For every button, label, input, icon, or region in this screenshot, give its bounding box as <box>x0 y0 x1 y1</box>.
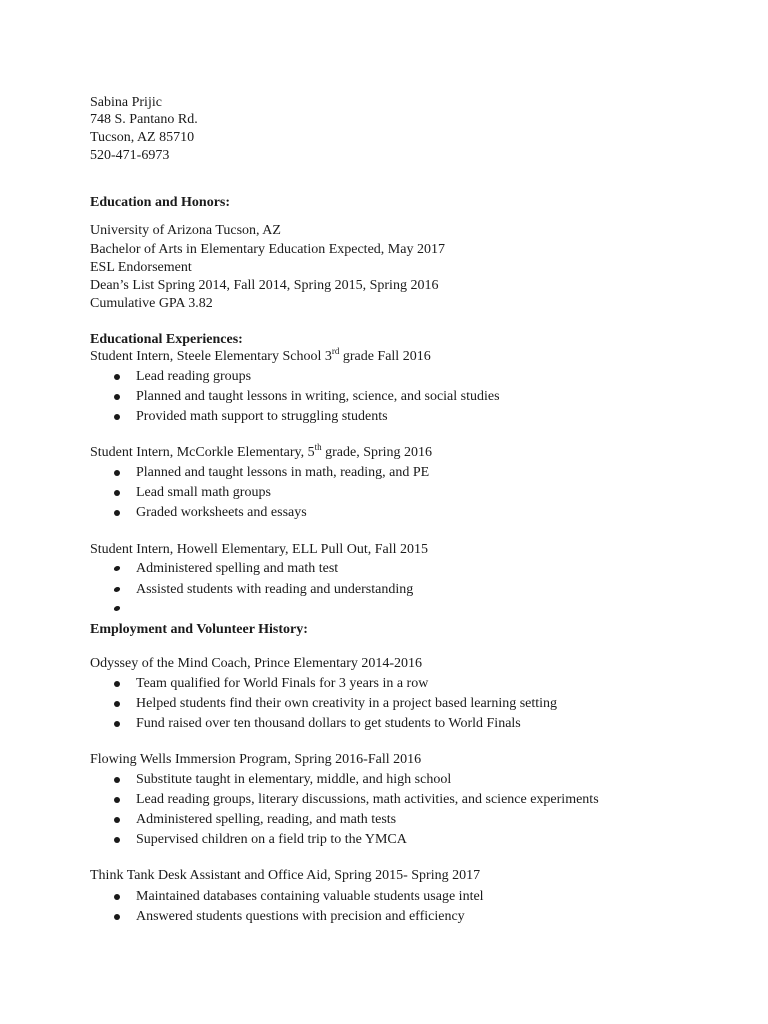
experience-title <box>90 348 431 366</box>
contact-phone: 520-471-6973 <box>90 148 170 163</box>
education-degree: Bachelor of Arts in Elementary Education Expected, May 2017 <box>90 242 445 257</box>
experience-title <box>90 444 432 462</box>
bullet-icon <box>113 606 120 611</box>
list-item: Helped students find their own creativity in a project based learning setting <box>136 696 558 711</box>
ordinal-suffix: th <box>314 442 322 452</box>
ordinal-suffix: rd <box>331 346 340 356</box>
experience-title-text: Student Intern, McCorkle Elementary, 5 <box>90 445 315 460</box>
employment-title: Flowing Wells Immersion Program, Spring 2016-Fall 2016 <box>90 752 422 767</box>
list-item: Substitute taught in elementary, middle, and high school <box>136 772 452 787</box>
experience-title: Student Intern, Howell Elementary, ELL Pull Out, Fall 2015 <box>90 542 429 557</box>
list-item: Provided math support to struggling students <box>136 409 388 424</box>
bullet-icon <box>114 374 120 380</box>
list-item: Answered students questions with precision and efficiency <box>136 909 465 924</box>
list-item: Lead reading groups, literary discussions, math activities, and science experiments <box>136 792 599 807</box>
bullet-icon <box>114 490 120 496</box>
bullet-icon <box>114 837 120 843</box>
bullet-icon <box>114 797 120 803</box>
bullet-icon <box>114 701 120 707</box>
education-gpa: Cumulative GPA 3.82 <box>90 296 213 311</box>
list-item: Graded worksheets and essays <box>136 505 307 520</box>
list-item: Planned and taught lessons in writing, science, and social studies <box>136 389 500 404</box>
list-item: Supervised children on a field trip to the YMCA <box>136 832 407 847</box>
education-university: University of Arizona Tucson, AZ <box>90 223 281 238</box>
employment-title: Odyssey of the Mind Coach, Prince Elementary 2014-2016 <box>90 656 423 671</box>
bullet-icon <box>114 470 120 476</box>
education-endorsement: ESL Endorsement <box>90 260 192 275</box>
experiences-heading: Educational Experiences: <box>90 332 243 347</box>
bullet-icon <box>114 777 120 783</box>
education-deans-list: Dean’s List Spring 2014, Fall 2014, Spring 2015, Spring 2016 <box>90 278 439 293</box>
bullet-icon <box>113 566 120 571</box>
list-item: Lead small math groups <box>136 485 271 500</box>
list-item: Team qualified for World Finals for 3 years in a row <box>136 676 429 691</box>
bullet-icon <box>114 510 120 516</box>
list-item: Fund raised over ten thousand dollars to get students to World Finals <box>136 716 521 731</box>
bullet-icon <box>114 681 120 687</box>
contact-street: 748 S. Pantano Rd. <box>90 112 198 127</box>
bullet-icon <box>114 817 120 823</box>
list-item: Lead reading groups <box>136 369 252 384</box>
bullet-icon <box>114 894 120 900</box>
experience-title-text: grade Fall 2016 <box>339 349 431 364</box>
employment-title: Think Tank Desk Assistant and Office Aid, Spring 2015- Spring 2017 <box>90 868 481 883</box>
experience-title-text: grade, Spring 2016 <box>321 445 433 460</box>
education-heading: Education and Honors: <box>90 195 231 210</box>
bullet-icon <box>114 721 120 727</box>
bullet-icon <box>113 587 120 592</box>
bullet-icon <box>114 914 120 920</box>
bullet-icon <box>114 414 120 420</box>
list-item: Administered spelling and math test <box>136 561 339 576</box>
bullet-icon <box>114 394 120 400</box>
contact-city: Tucson, AZ 85710 <box>90 130 195 145</box>
list-item: Assisted students with reading and understanding <box>136 582 414 597</box>
experience-title-text: Student Intern, Steele Elementary School 3 <box>90 349 332 364</box>
list-item: Planned and taught lessons in math, reading, and PE <box>136 465 430 480</box>
list-item: Administered spelling, reading, and math tests <box>136 812 397 827</box>
employment-heading: Employment and Volunteer History: <box>90 622 308 637</box>
contact-name: Sabina Prijic <box>90 95 162 110</box>
list-item: Maintained databases containing valuable students usage intel <box>136 889 484 904</box>
